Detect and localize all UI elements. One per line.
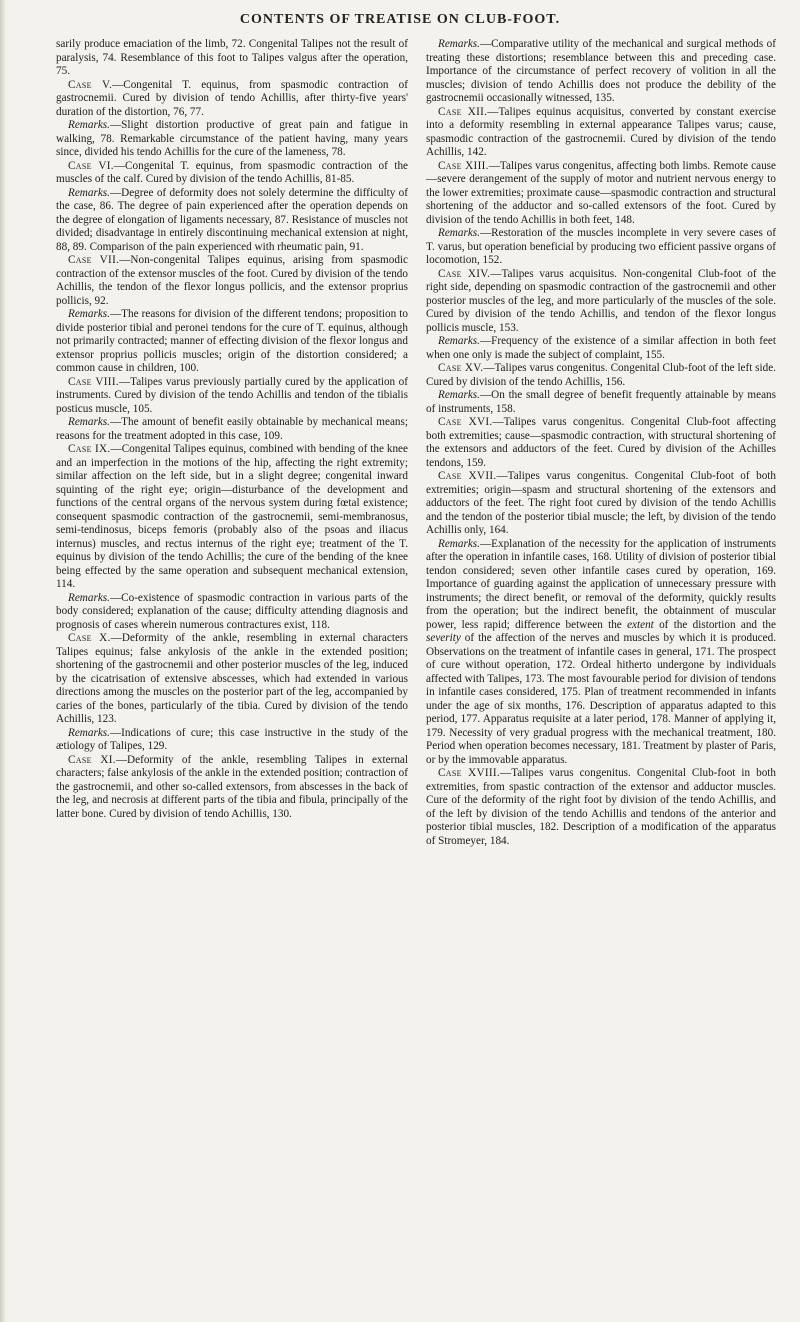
left-column	[56, 38, 408, 821]
entry: Case XVII.—Talipes varus congenitus. Congenital Club-foot of both extremities; origin—spasm and structural shortening of the extensors and adductors of the feet. The right foot cured by division of the tendo Achillis and the tendon of the posterior tibial muscle; the left, by division of the tendo Achillis only, 164.	[426, 470, 777, 536]
entry: Case VIII.—Talipes varus previously partially cured by the application of instruments. Cured by division of the tendo Achillis and tendon of the tibialis posticus muscle, 105.	[56, 375, 409, 415]
entry: Remarks.—The amount of benefit easily obtainable by mechanical means; reasons for the treatment adopted in this case, 109.	[56, 416, 408, 442]
entry: Case IX.—Congenital Talipes equinus, combined with bending of the knee and an imperfection in the motions of the hip, affecting the right extremity; similar affection on the left side, but in a slight degree; congenital inward squinting of the right eye; origin—disturbance of the development and functions of the central organs of the nervous system during fœtal existence; consequent spasmodic contraction of the gastrocnemii, semi-membranosus, semi-tendinosus, biceps femoris (probably also of the psoas and iliacus internus) muscles, and rectus internus of the right eye; treatment of the T. equinus by division of the tendo Achillis; the cure of the bending of the knee being effected by the same operation and subsequent mechanical extension, 114.	[56, 443, 408, 590]
entry: Remarks.—Slight distortion productive of great pain and fatigue in walking, 78. Remarkable circumstance of the patient having, many years since, divided his tendo Achillis for the cure of the lameness, 78.	[56, 119, 408, 158]
entry: Remarks.—Co-existence of spasmodic contraction in various parts of the body considered; explanation of the cause; difficulty attending diagnosis and prognosis of cases wherein numerous contractures exist, 118.	[56, 591, 408, 631]
entry: Remarks.—On the small degree of benefit frequently attainable by means of instruments, 158.	[426, 389, 776, 415]
entry: Case XIII.—Talipes varus congenitus, affecting both limbs. Remote cause—severe derangement of the supply of motor and nutrient nervous energy to the lower extremities; proximate cause—spasmodic contraction and structural shortening of the adductor and so-called extensors of the foot. Cured by division of the tendo Achillis in both feet, 148.	[426, 159, 776, 226]
entry: Case V.—Congenital T. equinus, from spasmodic contraction of gastrocnemii. Cured by division of tendo Achillis, after thirty-five years' duration of the distortion, 76, 77.	[56, 78, 408, 118]
entry: Remarks.—Restoration of the muscles incomplete in very severe cases of T. varus, but operation beneficial by producing two efficient passive organs of locomotion, 152.	[426, 227, 776, 266]
entry: Case VI.—Congenital T. equinus, from spasmodic contraction of the muscles of the calf. Cured by division of the tendo Achillis, 81-85.	[56, 159, 408, 185]
entry: Remarks.—Explanation of the necessity for the application of instruments after the operation in infantile cases, 168. Utility of division of posterior tibial tendon considered; seven other infantile cases cured by operation, 169. Importance of guarding against the application of unnecessary pressure with instruments; the direct benefit, or removal of the deformity, quickly results from the operation; but the indirect benefit, the obtainment of muscular power, less rapid; difference between the extent of the distortion and the severity of the affection of the nerves and muscles by which it is produced. Observations on the treatment of infantile cases in general, 171. The prospect of cure without operation, 172. Ordeal hitherto undergone by individuals affected with Talipes, 173. The most favourable period for division of tendons in infantile cases considered, 175. Plan of treatment recommended in infants under the age of six months, 176. Description of apparatus adapted to this period, 177. Apparatus requisite at a later period, 178. Manner of applying it, 179. Necessity of very gradual progress with the mechanical treatment, 180. Period when operation becomes necessary, 181. Treatment by plaster of Paris, or by the immovable apparatus.	[426, 537, 776, 766]
entry: Remarks.—Frequency of the existence of a similar affection in both feet when one only is made the subject of complaint, 155.	[426, 335, 776, 361]
entry: Remarks.—Degree of deformity does not solely determine the difficulty of the case, 86. The degree of pain experienced after the operation depends on the degree of elongation of ligaments necessary, 87. Resistance of muscles not divided; disadvantage in entirely discontinuing mechanical extension at night, 88, 89. Comparison of the pain experienced with rheumatic pain, 91.	[56, 186, 408, 253]
entry: Remarks.—Comparative utility of the mechanical and surgical methods of treating these distortions; resemblance between this and preceding case. Importance of the circumstance of perfect recovery of volition in all the muscles; division of tendo Achillis does not produce the debility of the gastrocnemii occasionally witnessed, 135.	[426, 38, 776, 104]
entry: Case X.—Deformity of the ankle, resembling in external characters Talipes equinus; false ankylosis of the ankle in the extended position; shortening of the gastrocnemii and other posterior muscles of the leg, induced by the cicatrisation of extensive abscesses, which had extended in various directions among the muscles on the posterior part of the leg, accompanied by caries of the bones, particularly of the tibia. Cured by division of the tendo Achillis, 123.	[56, 632, 408, 725]
right-column	[426, 38, 776, 848]
entry: Case XV.—Talipes varus congenitus. Congenital Club-foot of the left side. Cured by division of the tendo Achillis, 156.	[426, 362, 776, 388]
entry: Case XI.—Deformity of the ankle, resembling Talipes in external characters; false ankylosis of the ankle in the extended position; contraction of the gastrocnemii, and other so-called extensors, from abscesses in the back of the leg, and necrosis at different parts of the tibia and fibula, principally of the latter bone. Cured by division of tendo Achillis, 130.	[56, 753, 408, 820]
entry: Case XVI.—Talipes varus congenitus. Congenital Club-foot affecting both extremities; cause—spasmodic contraction, with structural shortening of the extensors and adductors of the feet. Cured by division of the Achilles tendons, 159.	[426, 416, 776, 469]
entry: Case XII.—Talipes equinus acquisitus, converted by constant exercise into a deformity resembling in external appearance Talipes varus; cause, spasmodic contraction of the gastrocnemii. Cured by division of the tendo Achillis, 142.	[426, 105, 776, 158]
entry: Case XVIII.—Talipes varus congenitus. Congenital Club-foot in both extremities, from spastic contraction of the extensor and adductor muscles. Cure of the deformity of the right foot by division of the tendo Achillis, and of the left by division of the tendo Achillis and tendons of the anterior and posterior tibial muscles, 182. Description of a modification of the apparatus of Stromeyer, 184.	[426, 767, 776, 847]
entry: Remarks.—Indications of cure; this case instructive in the study of the ætiology of Talipes, 129.	[56, 726, 408, 752]
page-edge-shadow	[0, 0, 6, 1322]
entry: Remarks.—The reasons for division of the different tendons; proposition to divide posterior tibial and peronei tendons for the cure of T. equinus, although not primarily contracted; manner of effecting division of the flexor longus and extensor proprius pollicis muscles; origin of the distortion considered; a common cause in children, 100.	[56, 308, 408, 374]
entry: Case VII.—Non-congenital Talipes equinus, arising from spasmodic contraction of the extensor muscles of the foot. Cured by division of the tendo Achillis, the tendon of the flexor longus pollicis, and the extensor proprius pollicis, 92.	[56, 254, 409, 307]
running-header: CONTENTS OF TREATISE ON CLUB-FOOT.	[239, 12, 561, 27]
entry: Case XIV.—Talipes varus acquisitus. Non-congenital Club-foot of the right side, depending on spasmodic contraction of the gastrocnemii and other posterior muscles of the leg, and more particularly of the muscles of the sole. Cured by division of the tendo Achillis, and tendon of the flexor longus pollicis muscle, 153.	[426, 267, 776, 334]
entry: sarily produce emaciation of the limb, 72. Congenital Talipes not the result of paralysis, 74. Resemblance of this foot to Talipes valgus after the operation, 75.	[56, 38, 408, 77]
